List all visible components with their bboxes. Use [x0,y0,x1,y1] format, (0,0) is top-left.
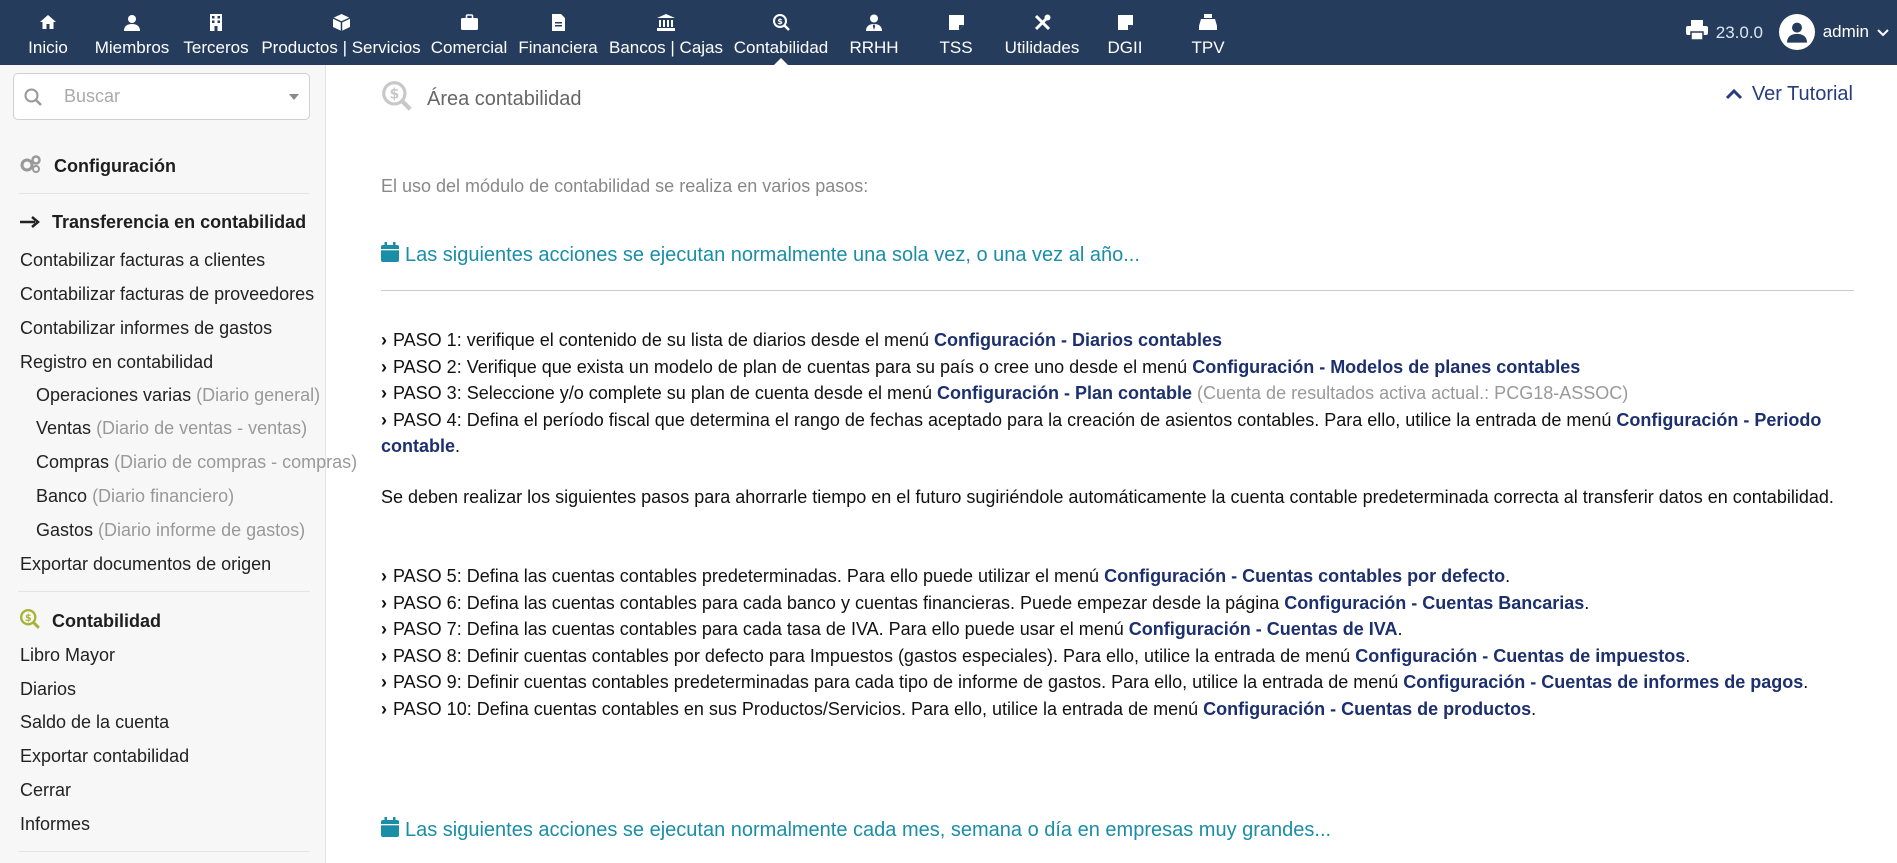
chevron-down-icon [1877,22,1889,42]
divider [18,591,310,592]
briefcase-icon [461,12,478,32]
step-5: › PASO 5: Defina las cuentas contables predeterminadas. Para ello puede utilizar el menú Configuración - Cuentas contables por defecto. [381,566,1511,586]
user-icon [124,12,140,32]
menu-item-libro-mayor[interactable]: Libro Mayor [20,645,116,665]
link-cuentas-bancarias[interactable]: Configuración - Cuentas Bancarias [1284,592,1585,613]
nav-productos-servicios[interactable]: Productos | Servicios [264,0,418,65]
note-icon [949,12,964,32]
menu-item-exportar-contabilidad[interactable]: Exportar contabilidad [20,746,190,766]
version-label: 23.0.0 [1715,22,1763,42]
user-icon [1787,21,1807,43]
menu-contabilidad[interactable]: $ Contabilidad [20,609,310,634]
main-content [325,65,1897,863]
section-title-periodic: Las siguientes acciones se ejecutan normalmente cada mes, semana o día en empresas muy grandes... [381,817,1331,843]
svg-text:$: $ [776,16,783,26]
cube-icon [333,12,350,32]
step-4: › PASO 4: Defina el período fiscal que determina el rango de fechas aceptado para la creación de asientos contables. Para ello, utilice la entrada de menú Configuración - Periodo contable. [381,409,1822,456]
menu-item-journal-gastos[interactable]: Gastos (Diario informe de gastos) [36,520,306,540]
nav-utilidades[interactable]: Utilidades [1004,0,1080,65]
note-icon [1118,12,1133,32]
user-name: admin [1822,22,1869,41]
menu-item-journal-compras[interactable]: Compras (Diario de compras - compras) [36,452,358,472]
search-dollar-icon [382,81,412,117]
user-menu[interactable] [1779,14,1889,50]
nav-terceros[interactable]: Terceros [184,0,248,65]
divider [18,193,310,194]
intro-text: El uso del módulo de contabilidad se realiza en varios pasos: [381,176,869,196]
tools-icon [1034,12,1051,32]
menu-item-journal-ventas[interactable]: Ventas (Diario de ventas - ventas) [36,418,308,438]
middle-paragraph: Se deben realizar los siguientes pasos para ahorrarle tiempo en el futuro sugiriéndole automáticamente la cuenta contable predeterminada correcta al transferir datos en contabilidad. [381,487,1834,507]
steps-block-2 [381,563,1851,722]
step-3: › PASO 3: Seleccione y/o complete su plan de cuenta desde el menú Configuración - Plan contable (Cuenta de resultados activa actual.: PCG18-ASSOC) [381,383,1629,403]
link-cuentas-productos[interactable]: Configuración - Cuentas de productos [1203,698,1532,719]
menu-item-diarios[interactable]: Diarios [20,679,77,699]
cash-register-icon [1199,12,1217,32]
link-modelos-planes[interactable]: Configuración - Modelos de planes contables [1192,356,1581,377]
calendar-icon [381,242,399,268]
link-periodo-contable[interactable]: Configuración - Periodo contable [381,409,1822,456]
nav-tss[interactable]: TSS [936,0,976,65]
divider [18,851,310,852]
svg-text:$: $ [389,86,400,103]
menu-item-facturas-clientes[interactable]: Contabilizar facturas a clientes [20,250,266,270]
nav-tpv[interactable]: TPV [1190,0,1226,65]
step-6: › PASO 6: Defina las cuentas contables para cada banco y cuentas financieras. Puede empezar desde la página Configuración - Cuentas Bancarias. [381,592,1590,613]
calendar-icon [381,817,399,843]
arrow-right-icon [20,212,40,233]
left-sidebar [0,65,358,863]
nav-dgii[interactable]: DGII [1106,0,1144,65]
search-dollar-icon [773,12,790,32]
building-icon [209,12,223,32]
home-icon [39,12,57,32]
link-plan-contable[interactable]: Configuración - Plan contable [937,383,1193,403]
page-title: $ Área contabilidad [382,81,582,117]
menu-item-informes[interactable]: Informes [20,814,91,834]
user-tie-icon [866,12,882,32]
menu-configuracion[interactable]: Configuración [20,155,310,178]
search-dollar-icon [20,609,40,634]
menu-item-facturas-proveedores[interactable]: Contabilizar facturas de proveedores [20,284,315,304]
nav-rrhh[interactable]: RRHH [847,0,901,65]
menu-item-journal-banco[interactable]: Banco (Diario financiero) [36,486,235,506]
search-icon [24,88,46,106]
search-input[interactable] [13,73,310,120]
step-1: › PASO 1: verifique el contenido de su lista de diarios desde el menú Configuración - Diarios contables [381,330,1223,350]
printer-icon [1686,20,1708,45]
nav-bancos-cajas[interactable]: Bancos | Cajas [610,0,722,65]
chevron-up-icon [1726,83,1742,106]
step-7: › PASO 7: Defina las cuentas contables para cada tasa de IVA. Para ello puede usar el menú Configuración - Cuentas de IVA. [381,619,1403,639]
link-cuentas-iva[interactable]: Configuración - Cuentas de IVA [1128,619,1398,639]
menu-item-informes-gastos[interactable]: Contabilizar informes de gastos [20,318,273,338]
nav-inicio[interactable]: Inicio [22,0,74,65]
step-2: › PASO 2: Verifique que exista un modelo de plan de cuentas para su país o cree uno desde el menú Configuración - Modelos de planes contables [381,356,1581,377]
top-navbar [0,0,1897,65]
link-cuentas-defecto[interactable]: Configuración - Cuentas contables por defecto [1104,566,1506,586]
menu-item-cerrar[interactable]: Cerrar [20,780,72,800]
nav-contabilidad[interactable]: $ Contabilidad [734,0,828,65]
step-9: › PASO 9: Definir cuentas contables predeterminadas para cada tipo de informe de gastos. Para ello, utilice la entrada de menú Configuración - Cuentas de informes de pagos. [381,672,1809,692]
print-version[interactable] [1686,20,1763,45]
menu-item-exportar-documentos[interactable]: Exportar documentos de origen [20,554,272,574]
nav-financiera[interactable]: Financiera [519,0,597,65]
bank-icon [657,12,675,32]
avatar [1779,14,1815,50]
svg-text:$: $ [24,612,32,624]
step-8: › PASO 8: Definir cuentas contables por defecto para Impuestos (gastos especiales). Para ello, utilice la entrada de menú Configuración - Cuentas de impuestos. [381,645,1691,666]
menu-item-journal-varias[interactable]: Operaciones varias (Diario general) [36,385,321,405]
tutorial-link[interactable]: Ver Tutorial [1726,83,1853,106]
invoice-icon [552,12,565,32]
nav-comercial[interactable]: Comercial [431,0,507,65]
search-placeholder: Buscar [64,86,121,106]
link-cuentas-informes-pagos[interactable]: Configuración - Cuentas de informes de pagos [1403,672,1804,692]
chevron-down-icon[interactable] [289,94,299,100]
link-diarios-contables[interactable]: Configuración - Diarios contables [933,330,1223,350]
link-cuentas-impuestos[interactable]: Configuración - Cuentas de impuestos [1355,645,1686,666]
section-title-yearly: Las siguientes acciones se ejecutan normalmente una sola vez, o una vez al año... [381,242,1140,268]
nav-miembros[interactable]: Miembros [94,0,170,65]
menu-transferencia[interactable]: Transferencia en contabilidad [20,212,310,233]
menu-item-registro-contabilidad[interactable]: Registro en contabilidad [20,352,214,372]
step-10: › PASO 10: Defina cuentas contables en sus Productos/Servicios. Para ello, utilice la entrada de menú Configuración - Cuentas de productos. [381,698,1537,719]
divider [381,290,1854,291]
gears-icon [20,155,42,178]
menu-item-saldo-cuenta[interactable]: Saldo de la cuenta [20,712,170,732]
steps-block-1 [381,327,1851,460]
